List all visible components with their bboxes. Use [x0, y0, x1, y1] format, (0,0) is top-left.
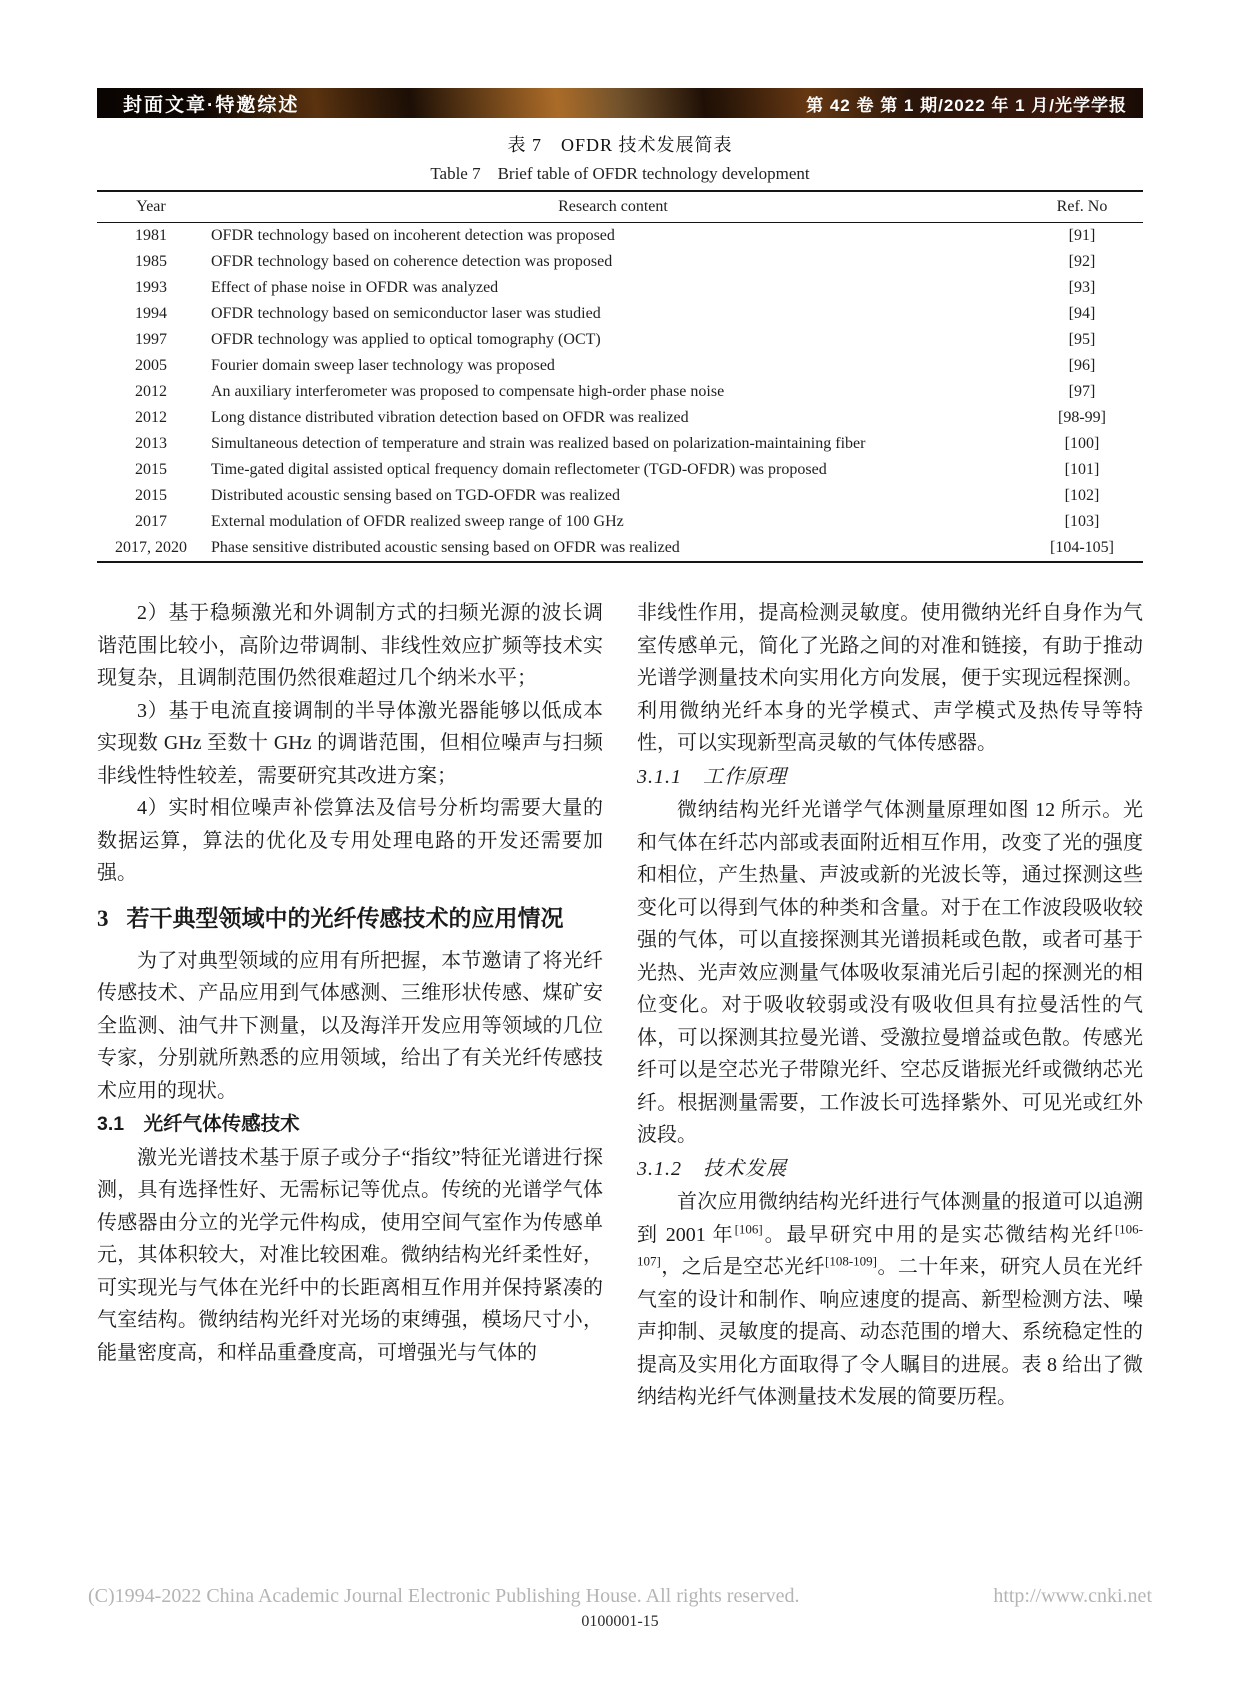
table-caption-zh: 表 7 OFDR 技术发展简表 [507, 135, 733, 155]
table-row: 1997 OFDR technology was applied to optical tomography (OCT) [95] [135, 331, 1096, 348]
table-row: 2015 Time-gated digital assisted optical frequency domain reflectometer (TGD-OFDR) was proposed [101] [135, 461, 1100, 478]
citation-ref-108-109: [108-109] [825, 1253, 877, 1269]
paragraph-swept-source: 2）基于稳频激光和外调制方式的扫频光源的波长调谐范围比较小，高阶边带调制、非线性效应扩频等技术实现复杂，且调制范围仍然很难超过几个纳米水平； [97, 602, 603, 689]
copyright-footer [88, 1585, 1152, 1608]
paragraph-laser-spectroscopy-continued: 非线性作用，提高检测灵敏度。使用微纳光纤自身作为气室传感单元，简化了光路之间的对准和链接，有助于推动光谱学测量技术向实用化方向发展，便于实现远程探测。利用微纳光纤本身的光学模式、声学模式及热传导等特性，可以实现新型高灵敏的气体传感器。 [637, 602, 1143, 754]
column-section-label: 封面文章·特邀综述 [123, 94, 300, 116]
table-row: 2012 An auxiliary interferometer was proposed to compensate high-order phase noise [97] [135, 383, 1096, 400]
body-column-right [637, 597, 1143, 1583]
table-row: 2012 Long distance distributed vibration detection based on OFDR was realized [98-99] [135, 409, 1106, 426]
section-3-title: 若干典型领域中的光纤传感技术的应用情况 [126, 905, 564, 931]
table-row: 2017 External modulation of OFDR realized sweep range of 100 GHz [103] [135, 513, 1100, 530]
table-header-row [97, 192, 1143, 223]
section-3-1-1-heading: 3.1.1 工作原理 [637, 765, 787, 788]
journal-issue-info: 第 42 卷 第 1 期/2022 年 1 月/光学学报 [806, 95, 1127, 115]
body-two-columns [97, 597, 1143, 1583]
cnki-url: http://www.cnki.net [993, 1585, 1152, 1607]
section-3-heading [97, 901, 603, 936]
table-row: 2017, 2020 Phase sensitive distributed acoustic sensing based on OFDR was realized [104-105] [115, 539, 1114, 556]
paragraph-direct-modulation: 3）基于电流直接调制的半导体激光器能够以低成本实现数 GHz 至数十 GHz 的调谐范围，但相位噪声与扫频非线性特性较差，需要研究其改进方案； [97, 699, 603, 787]
citation-ref-106-107: [106-107] [637, 1220, 1143, 1269]
section-3-1-heading: 3.1 光纤气体传感技术 [97, 1113, 300, 1135]
ofdr-development-table [97, 190, 1143, 563]
table-row: 1981 OFDR technology based on incoherent detection was proposed [91] [135, 227, 1096, 244]
section-3-1-2-heading: 3.1.2 技术发展 [637, 1157, 787, 1180]
paragraph-laser-spectroscopy: 激光光谱技术基于原子或分子“指纹”特征光谱进行探测，具有选择性好、无需标记等优点。传统的光谱学气体传感器由分立的光学元件构成，使用空间气室作为传感单元，其体积较大，对准比较困难。微纳结构光纤柔性好，可实现光与气体在光纤中的长距离相互作用并保持紧凑的气室结构。微纳结构光纤对光场的束缚强，模场尺寸小，能量密度高，和样品重叠度高，可增强光与气体的 [97, 1146, 603, 1364]
column-header-content: Research content [558, 198, 668, 215]
table-row: 2015 Distributed acoustic sensing based on TGD-OFDR was realized [102] [135, 487, 1100, 504]
journal-header-banner [97, 88, 1143, 118]
column-header-year: Year [136, 198, 166, 215]
paragraph-working-principle: 微纳结构光纤光谱学气体测量原理如图 12 所示。光和气体在纤芯内部或表面附近相互作用，改变了光的强度和相位，产生热量、声波或新的光波长等，通过探测这些变化可以得到气体的种类和含量。对于在工作波段吸收较强的气体，可以直接探测其光谱损耗或色散，或者可基于光热、光声效应测量气体吸收泵浦光后引起的探测光的相位变化。对于吸收较弱或没有吸收但具有拉曼活性的气体，可以探测其拉曼光谱、受激拉曼增益或色散。传感光纤可以是空芯光子带隙光纤、空芯反谐振光纤或微纳芯光纤。根据测量需要，工作波长可选择紫外、可见光或红外波段。 [637, 799, 1143, 1146]
copyright-text: (C)1994-2022 China Academic Journal Electronic Publishing House. All rights reserved. [88, 1585, 800, 1607]
page-number: 0100001-15 [581, 1613, 659, 1630]
paragraph-phase-noise-compensation: 4）实时相位噪声补偿算法及信号分析均需要大量的数据运算，算法的优化及专用处理电路的开发还需要加强。 [97, 797, 603, 884]
section-3-number: 3 [97, 905, 109, 931]
table-row: 1985 OFDR technology based on coherence detection was proposed [92] [135, 253, 1096, 270]
table-caption-en: Table 7 Brief table of OFDR technology development [430, 164, 810, 183]
table-row: 2013 Simultaneous detection of temperature and strain was realized based on polarization-maintaining fiber [100] [135, 435, 1100, 452]
table-row: 1993 Effect of phase noise in OFDR was analyzed [93] [135, 279, 1096, 296]
body-column-left [97, 597, 603, 1583]
column-header-ref: Ref. No [1056, 198, 1108, 215]
paragraph-section-intro: 为了对典型领域的应用有所把握，本节邀请了将光纤传感技术、产品应用到气体感测、三维形状传感、煤矿安全监测、油气井下测量，以及海洋开发应用等领域的几位专家，分别就所熟悉的应用领域，给出了有关光纤传感技术应用的现状。 [97, 949, 603, 1102]
table-row: 2005 Fourier domain sweep laser technology was proposed [96] [135, 357, 1096, 374]
citation-ref-106: [106] [734, 1220, 763, 1236]
table-row: 1994 OFDR technology based on semiconductor laser was studied [94] [135, 305, 1096, 322]
paragraph-technology-development: 首次应用微纳结构光纤进行气体测量的报道可以追溯到 2001 年[106]。最早研究中用的是实芯微结构光纤[106-107]，之后是空芯光纤[108-109]。二十年来，研究人员在光纤气室的设计和制作、响应速度的提高、新型检测方法、噪声抑制、灵敏度的提高、动态范围的增大、系统稳定性的提高及实用化方面取得了令人瞩目的进展。表 8 给出了微纳结构光纤气体测量技术发展的简要历程。 [637, 1191, 1143, 1408]
